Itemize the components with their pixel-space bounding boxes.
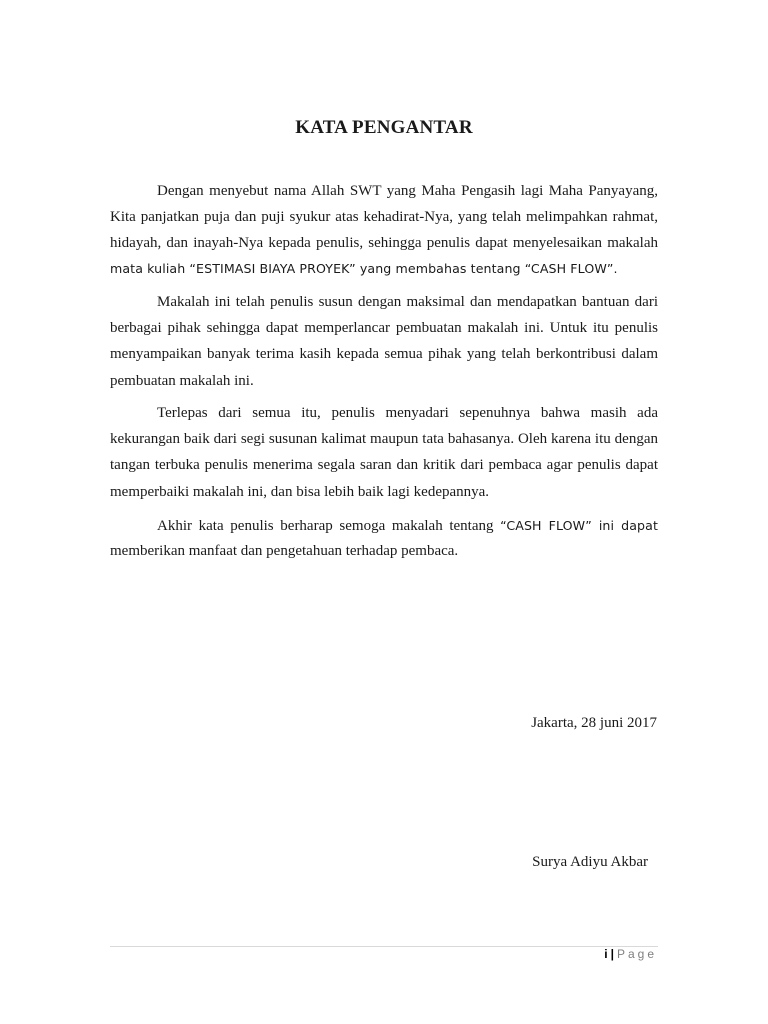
paragraph-text: Makalah ini telah penulis susun dengan maksimal dan mendapatkan bantuan dari berbagai pihak sehingga dapat memperlancar pembuatan makalah ini. Untuk itu penulis menyampaikan banyak terima kasih kepada semua pihak yang telah berkontribusi dalam pembuatan makalah ini. bbox=[110, 294, 658, 389]
paragraph-closing bbox=[110, 513, 658, 566]
paragraph-text: Terlepas dari semua itu, penulis menyadari sepenuhnya bahwa masih ada kekurangan baik dari segi susunan kalimat maupun tata bahasanya. Oleh karena itu dengan tangan terbuka penulis menerima segala saran dan kritik dari pembaca agar penulis dapat memperbaiki makalah ini, dan bisa lebih baik lagi kedepannya. bbox=[110, 405, 658, 500]
footer-divider bbox=[110, 946, 658, 947]
paragraph-text-sans: “CASH FLOW” ini dapat bbox=[500, 517, 658, 533]
page-label: Page bbox=[616, 947, 657, 961]
author-signature: Surya Adiyu Akbar bbox=[532, 854, 648, 870]
page-footer bbox=[604, 947, 657, 961]
paragraph-acknowledgement bbox=[110, 401, 658, 505]
page-number: i bbox=[604, 947, 608, 961]
page-title: KATA PENGANTAR bbox=[295, 117, 473, 138]
footer-separator: | bbox=[610, 947, 614, 961]
document-body bbox=[110, 179, 658, 572]
paragraph-text: Akhir kata penulis berharap semoga makalah tentang bbox=[157, 517, 501, 534]
paragraph-thanks bbox=[110, 290, 658, 394]
place-and-date: Jakarta, 28 juni 2017 bbox=[531, 715, 657, 731]
paragraph-text: memberikan manfaat dan pengetahuan terhadap pembaca. bbox=[110, 543, 459, 560]
paragraph-text: Dengan menyebut nama Allah SWT yang Maha Pengasih lagi Maha Panyayang, Kita panjatkan puja dan puji syukur atas kehadirat-Nya, yang telah melimpahkan rahmat, hidayah, dan inayah-Nya kepada penulis, sehingga penulis dapat menyelesaikan makalah bbox=[110, 183, 658, 251]
paragraph-opening bbox=[110, 179, 658, 283]
paragraph-text-sans: mata kuliah “ESTIMASI BIAYA PROYEK” yang membahas tentang “CASH FLOW”. bbox=[110, 261, 618, 277]
